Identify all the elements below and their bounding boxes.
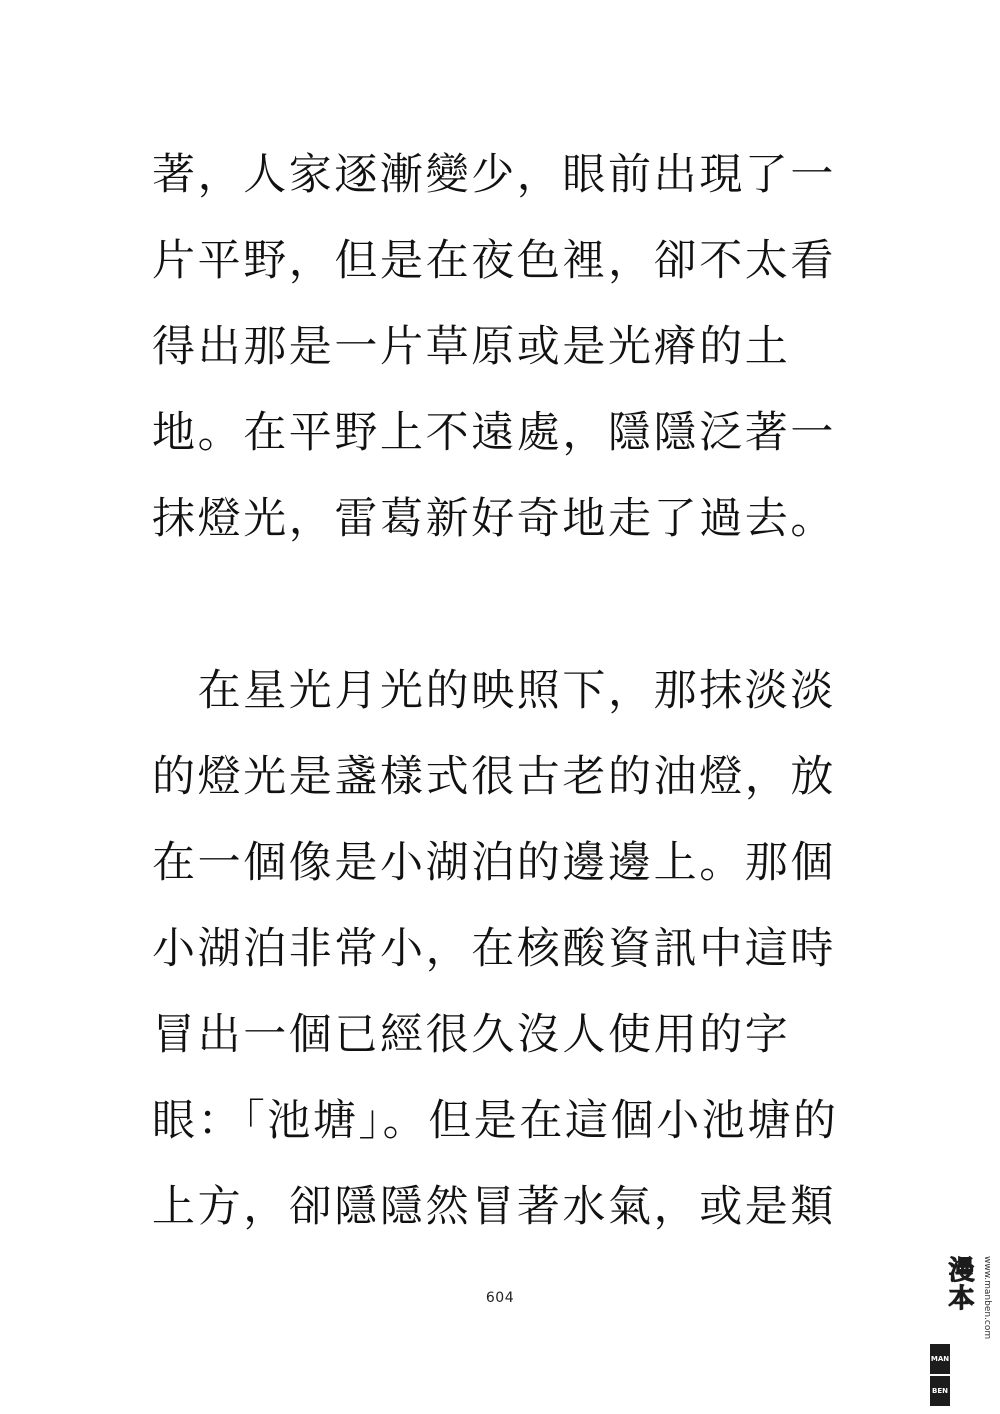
- text-line: 抹燈光，雷葛新好奇地走了過去。: [152, 494, 836, 544]
- watermark-boxes: [930, 1344, 950, 1406]
- text-line: 得出那是一片草原或是光瘠的土: [152, 322, 791, 372]
- watermark-logo: [930, 1256, 992, 1406]
- text-line: 眼：「池塘」。但是在這個小池塘的: [152, 1096, 839, 1146]
- watermark-url: www.manben.com: [982, 1256, 992, 1340]
- watermark-box-bottom: BEN: [930, 1376, 950, 1406]
- page-number: 604: [485, 1290, 515, 1306]
- text-line: 的燈光是盞樣式很古老的油燈，放: [152, 752, 836, 802]
- text-line: 在一個像是小湖泊的邊邊上。那個: [152, 838, 836, 888]
- text-line: 在星光月光的映照下，那抹淡淡: [152, 666, 836, 716]
- watermark-logo-text: 漫本: [944, 1256, 974, 1312]
- text-line: 小湖泊非常小，在核酸資訊中這時: [152, 924, 836, 974]
- text-line: 冒出一個已經很久沒人使用的字: [152, 1010, 791, 1060]
- text-line: 片平野，但是在夜色裡，卻不太看: [152, 236, 836, 286]
- text-line: 上方，卻隱隱然冒著水氣，或是類: [152, 1182, 836, 1232]
- watermark-box-top: MAN: [930, 1344, 950, 1374]
- text-line: 地。在平野上不遠處，隱隱泛著一: [152, 408, 836, 458]
- text-line: 著，人家逐漸變少，眼前出現了一: [152, 150, 836, 200]
- body-text: [152, 132, 852, 1250]
- paragraph-gap: [152, 562, 852, 648]
